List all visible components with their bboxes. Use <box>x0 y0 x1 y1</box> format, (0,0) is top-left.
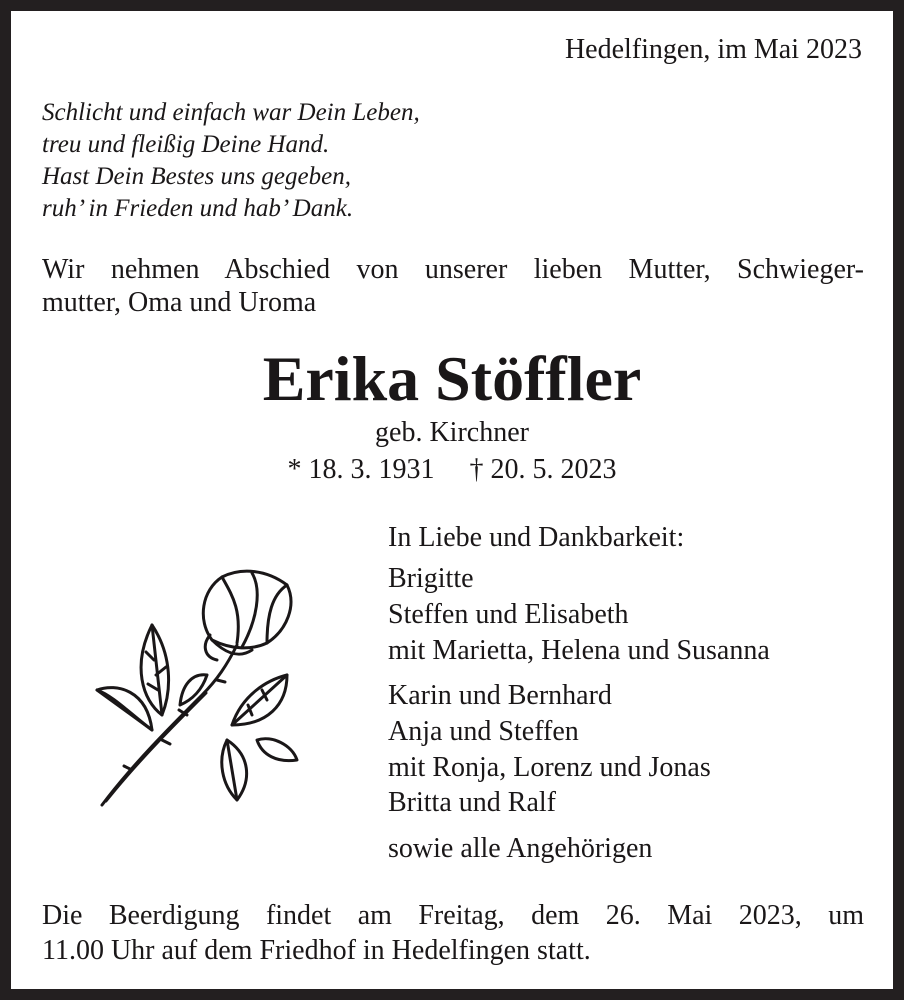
intro-line: mutter, Oma und Uroma <box>42 287 317 318</box>
poem-line: Schlicht und einfach war Dein Leben, <box>42 99 420 126</box>
poem-line: treu und fleißig Deine Hand. <box>42 131 330 158</box>
funeral-info <box>42 898 864 968</box>
mourner-line: Britta und Ralf <box>388 787 556 818</box>
rose-icon <box>92 565 302 815</box>
funeral-line: Die Beerdigung findet am Freitag, dem 26. Mai 2023, um <box>42 900 864 931</box>
deceased-name: Erika Stöffler <box>262 343 642 414</box>
mourner-line: Steffen und Elisabeth <box>388 599 629 630</box>
mourner-line: mit Ronja, Lorenz und Jonas <box>388 752 711 783</box>
poem-line: ruh’ in Frieden und hab’ Dank. <box>42 195 354 222</box>
mourner-line: Anja und Steffen <box>388 716 579 747</box>
intro-line: Wir nehmen Abschied von unserer lieben Mutter, Schwieger- <box>42 254 864 285</box>
intro-text <box>42 253 864 319</box>
place-date: Hedelfingen, im Mai 2023 <box>564 34 862 65</box>
birth-date: * 18. 3. 1931 <box>287 454 435 485</box>
poem-line: Hast Dein Bestes uns gegeben, <box>42 163 351 190</box>
mourner-line: mit Marietta, Helena und Susanna <box>388 635 770 666</box>
mourner-line: Brigitte <box>388 563 474 594</box>
poem <box>42 97 420 225</box>
mourners-closing: sowie alle Angehörigen <box>388 833 653 864</box>
funeral-line: 11.00 Uhr auf dem Friedhof in Hedelfingen statt. <box>42 935 591 966</box>
life-dates <box>0 453 904 487</box>
mourners-heading: In Liebe und Dankbarkeit: <box>388 522 685 553</box>
death-date: † 20. 5. 2023 <box>469 454 617 485</box>
mourner-line: Karin und Bernhard <box>388 680 612 711</box>
birth-name: geb. Kirchner <box>375 417 529 448</box>
